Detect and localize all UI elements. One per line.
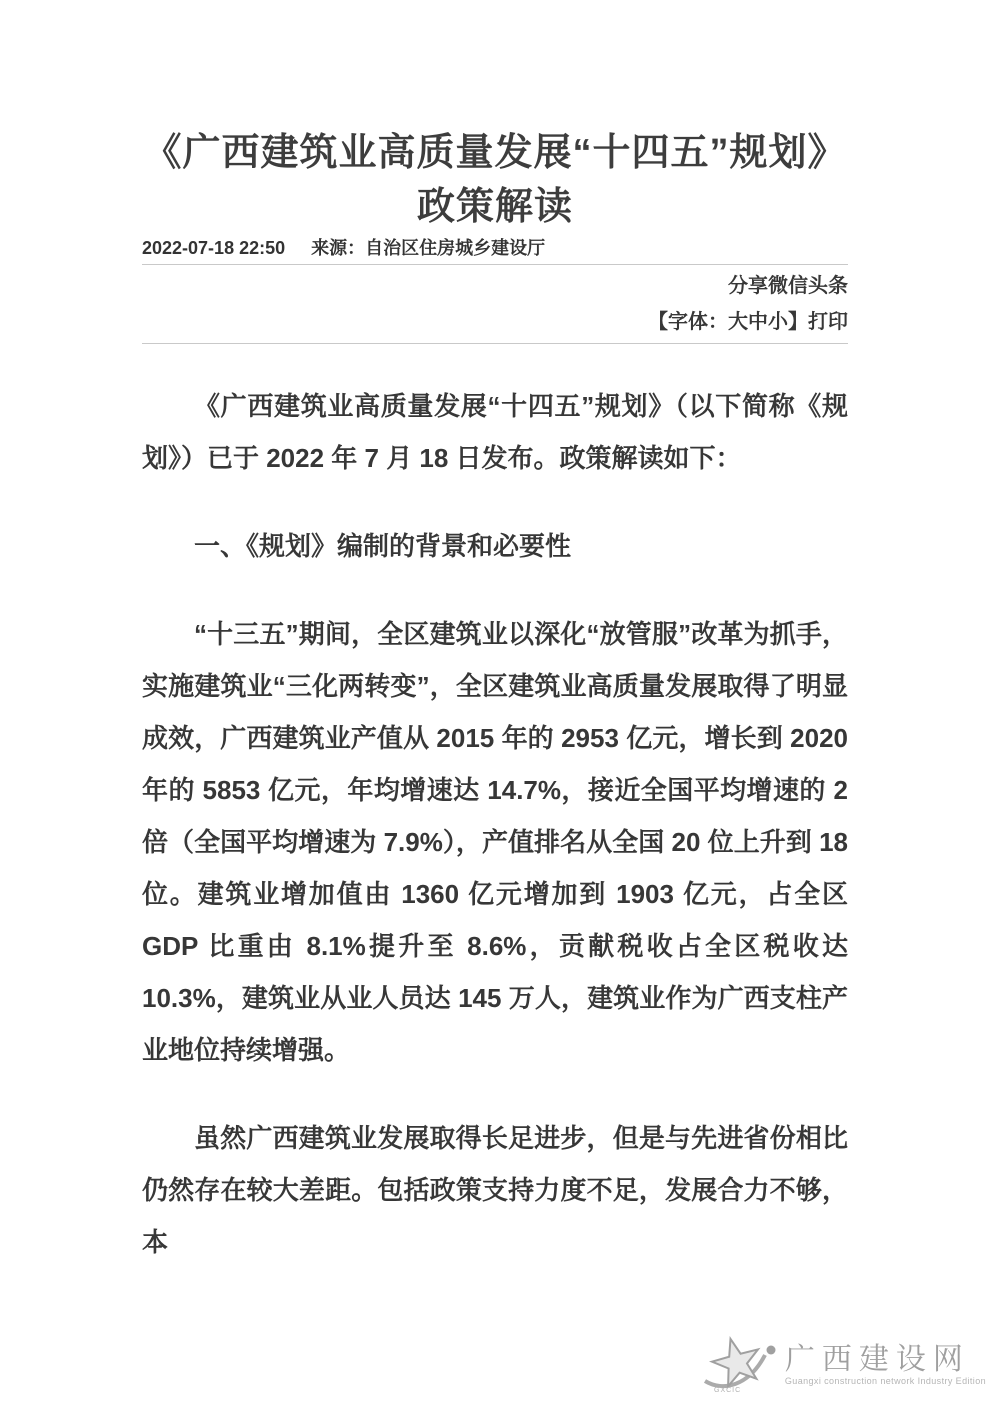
paragraph-development: “十三五”期间，全区建筑业以深化“放管服”改革为抓手，实施建筑业“三化两转变”，全区建筑业高质量发展取得了明显成效，广西建筑业产值从 2015 年的 2953 亿元，增长到 2020 年的 5853 亿元，年均增速达 14.7%，接近全国平均增速的 2 倍（全国平均增速为 7.9%），产值排名从全国 20 位上升到 18 位。建筑业增加值由 1360 亿元增加到 1903 亿元，占全区 GDP 比重由 8.1%提升至 8.6%，贡献税收占全区税收达 10.3%，建筑业从业人员达 145 万人，建筑业作为广西支柱产业地位持续增强。 xyxy=(142,619,848,1065)
share-wechat-link[interactable]: 微信 xyxy=(768,275,808,297)
font-size-small-button[interactable]: 小 xyxy=(768,311,788,333)
svg-text:GXCIC: GXCIC xyxy=(713,1387,742,1394)
publish-datetime: 2022-07-18 22:50 xyxy=(142,238,286,258)
paragraph-challenges: 虽然广西建筑业发展取得长足进步，但是与先进省份相比仍然存在较大差距。包括政策支持力度不足，发展合力不够，本 xyxy=(142,1123,848,1257)
font-size-medium-button[interactable]: 中 xyxy=(748,311,768,333)
article-content xyxy=(142,0,848,1304)
article-body xyxy=(142,380,848,1268)
site-tagline: Guangxi construction network Industry Edition xyxy=(784,1375,986,1386)
share-row xyxy=(142,273,848,299)
share-toutiao-link[interactable]: 头条 xyxy=(808,275,848,297)
star-logo-icon xyxy=(701,1335,781,1395)
watermark-text xyxy=(785,1344,986,1387)
section-heading-1: 一、《规划》编制的背景和必要性 xyxy=(194,531,572,561)
site-name: 广西建设网 xyxy=(784,1342,970,1376)
site-watermark xyxy=(701,1335,986,1395)
source-text: 来源：自治区住房城乡建设厅 xyxy=(311,238,546,258)
page-title-line1: 《广西建筑业高质量发展“十四五”规划》 xyxy=(143,132,847,174)
page-title-line2: 政策解读 xyxy=(416,186,573,228)
article-toolbar xyxy=(142,273,848,344)
font-size-row xyxy=(142,309,848,335)
paragraph-intro: 《广西建筑业高质量发展“十四五”规划》（以下简称《规划》）已于 2022 年 7 月 18 日发布。政策解读如下： xyxy=(142,391,848,473)
page-title xyxy=(142,0,848,234)
article-meta xyxy=(142,236,848,265)
font-size-large-button[interactable]: 大 xyxy=(728,311,748,333)
share-label: 分享 xyxy=(728,275,768,297)
font-size-label-close: 】 xyxy=(788,311,808,333)
print-button[interactable]: 打印 xyxy=(808,311,848,333)
font-size-label: 【字体： xyxy=(648,311,728,333)
